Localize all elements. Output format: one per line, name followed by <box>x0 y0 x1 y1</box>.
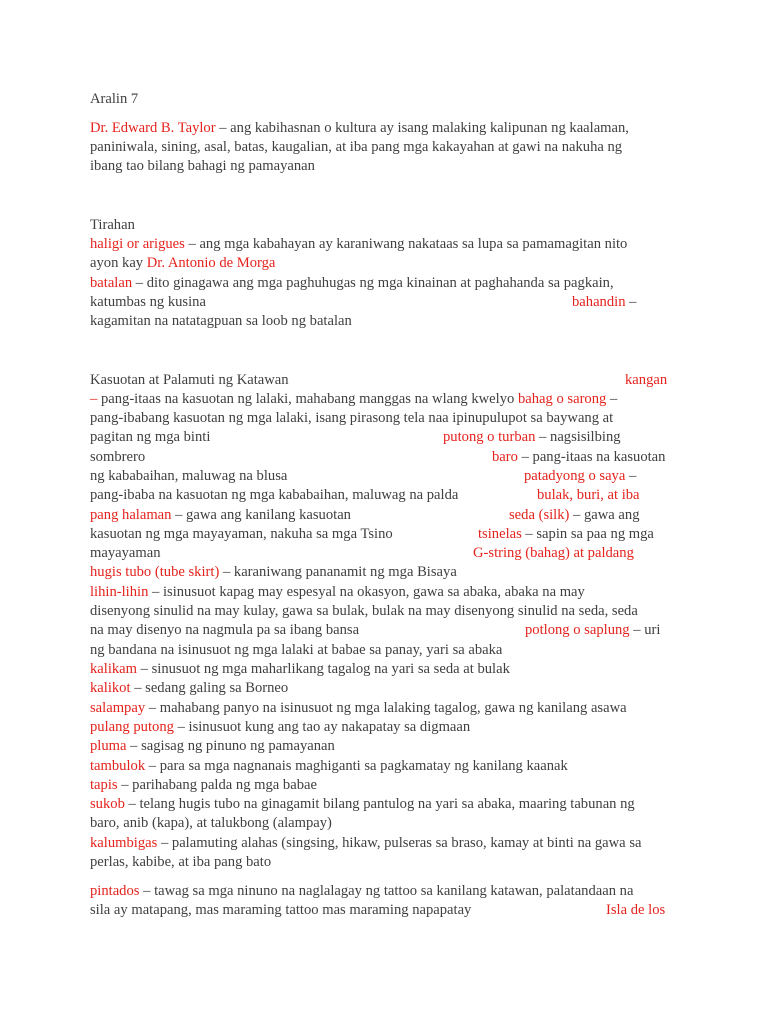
term: putong o turban <box>443 429 536 445</box>
text-line-right <box>537 486 640 505</box>
term: kalikot <box>90 680 131 696</box>
term: kalumbigas <box>90 835 158 851</box>
term: sukob <box>90 796 125 812</box>
text-run: Tirahan <box>90 217 135 233</box>
term: lihin-lihin <box>90 584 149 600</box>
term: bahag o sarong <box>517 391 607 407</box>
text-line <box>90 679 680 698</box>
text-run: Aralin 7 <box>90 91 139 107</box>
text-line <box>90 254 680 273</box>
text-run: pagitan ng mga binti <box>90 429 211 445</box>
text-line-right <box>492 448 665 467</box>
text-line <box>90 882 680 901</box>
text-line-right <box>478 525 654 544</box>
text-line <box>90 853 680 872</box>
text-run: ng bandana na isinusuot ng mga lalaki at babae sa panay, yari sa abaka <box>90 642 503 658</box>
term: bahandin <box>572 294 626 310</box>
term: G-string (bahag) at paldang <box>473 545 634 561</box>
text-run: – sagisag ng pinuno ng pamayanan <box>126 738 335 754</box>
text-line <box>90 737 680 756</box>
text-run: – para sa mga nagnanais maghiganti sa pagkamatay ng kanilang kaanak <box>145 758 568 774</box>
term: tsinelas <box>478 526 522 542</box>
text-line <box>90 901 680 920</box>
term: potlong o saplung <box>525 622 630 638</box>
text-line <box>90 814 680 833</box>
term: seda (silk) <box>509 507 570 523</box>
term: kalikam <box>90 661 138 677</box>
text-run: ayon kay <box>90 255 147 271</box>
term: salampay <box>90 700 146 716</box>
text-run: kasuotan ng mga mayayaman, nakuha sa mga Tsino <box>90 526 393 542</box>
text-run: – isinusuot kung ang tao ay nakapatay sa digmaan <box>173 719 471 735</box>
text-run: – ang kabihasnan o kultura ay isang malaking kalipunan ng kaalaman, <box>215 120 629 136</box>
text-line <box>90 834 680 853</box>
text-line <box>90 371 680 390</box>
term: tapis <box>90 777 118 793</box>
text-run: katumbas ng kusina <box>90 294 206 310</box>
text-line <box>90 602 680 621</box>
text-run: – tawag sa mga ninuno na naglalagay ng tattoo sa kanilang katawan, palatandaan na <box>139 883 634 899</box>
text-line-right <box>625 371 667 390</box>
text-run: – sedang galing sa Borneo <box>130 680 289 696</box>
term: batalan <box>90 275 133 291</box>
term: pang halaman <box>90 507 172 523</box>
text-line-right <box>572 293 636 312</box>
text-run: kagamitan na natatagpuan sa loob ng batalan <box>90 313 352 329</box>
term: bulak, buri, at iba <box>537 487 640 503</box>
text-line-right <box>473 544 634 563</box>
text-run: pang-itaas na kasuotan ng lalaki, mahabang manggas na wlang kwelyo <box>97 391 518 407</box>
text-line <box>90 216 680 235</box>
text-line <box>90 138 680 157</box>
term: patadyong o saya <box>524 468 626 484</box>
text-line <box>90 409 680 428</box>
text-line <box>90 312 680 331</box>
term: tambulok <box>90 758 146 774</box>
text-run: – parihabang palda ng mga babae <box>117 777 317 793</box>
text-line <box>90 583 680 602</box>
text-run: disenyong sinulid na may kulay, gawa sa bulak, bulak na may disenyong sinulid na seda, seda <box>90 603 638 619</box>
text-run: perlas, kabibe, at iba pang bato <box>90 854 272 870</box>
term: Isla de los <box>606 902 666 918</box>
text-run: – sinusuot ng mga maharlikang tagalog na yari sa seda at bulak <box>137 661 510 677</box>
text-run: – uri <box>629 622 661 638</box>
text-line <box>90 699 680 718</box>
term: haligi or arigues <box>90 236 185 252</box>
text-run: – <box>625 294 637 310</box>
term: pulang putong <box>90 719 174 735</box>
text-run: – <box>606 391 618 407</box>
term: kangan <box>625 372 668 388</box>
text-run: paniniwala, sining, asal, batas, kaugalian, at iba pang mga kakayahan at gawi na nakuha ng <box>90 139 623 155</box>
text-run: – nagsisilbing <box>535 429 621 445</box>
term: hugis tubo (tube skirt) <box>90 564 220 580</box>
text-run: – isinusuot kapag may espesyal na okasyon, gawa sa abaka, abaka na may <box>148 584 585 600</box>
text-run: – telang hugis tubo na ginagamit bilang pantulog na yari sa abaka, maaring tabunan ng <box>124 796 635 812</box>
text-run: – gawa ang <box>569 507 640 523</box>
term: pintados <box>90 883 140 899</box>
text-line <box>90 718 680 737</box>
text-line-right <box>606 901 665 920</box>
text-run: – palamuting alahas (singsing, hikaw, pulseras sa braso, kamay at binti na gawa sa <box>157 835 642 851</box>
text-run: – mahabang panyo na isinusuot ng mga lalaking tagalog, gawa ng kanilang asawa <box>145 700 627 716</box>
text-run: – <box>625 468 637 484</box>
text-run: pang-ibabang kasuotan ng mga lalaki, isang pirasong tela naa ipinupulupot sa baywang at <box>90 410 614 426</box>
text-run: Kasuotan at Palamuti ng Katawan <box>90 372 289 388</box>
text-run: na may disenyo na nagmula pa sa ibang bansa <box>90 622 360 638</box>
term: Dr. Antonio de Morga <box>146 255 276 271</box>
text-run: – gawa ang kanilang kasuotan <box>171 507 351 523</box>
term: – <box>90 391 98 407</box>
text-run: mayayaman <box>90 545 161 561</box>
text-run: ibang tao bilang bahagi ng pamayanan <box>90 158 315 174</box>
text-line <box>90 235 680 254</box>
text-line <box>90 660 680 679</box>
text-line <box>90 757 680 776</box>
text-run: – karaniwang pananamit ng mga Bisaya <box>219 564 457 580</box>
text-line <box>90 563 680 582</box>
text-run: pang-ibaba na kasuotan ng mga kababaihan, maluwag na palda <box>90 487 459 503</box>
text-line <box>90 776 680 795</box>
text-line <box>90 795 680 814</box>
term: Dr. Edward B. Taylor <box>90 120 216 136</box>
text-run: ng kababaihan, maluwag na blusa <box>90 468 288 484</box>
text-line-right <box>525 621 660 640</box>
text-run: baro, anib (kapa), at talukbong (alampay) <box>90 815 332 831</box>
term: pluma <box>90 738 127 754</box>
text-line <box>90 641 680 660</box>
text-run: sombrero <box>90 449 146 465</box>
text-run: – dito ginagawa ang mga paghuhugas ng mga kinainan at paghahanda sa pagkain, <box>132 275 614 291</box>
text-run: – ang mga kabahayan ay karaniwang nakataas sa lupa sa pamamagitan nito <box>184 236 628 252</box>
term: baro <box>492 449 518 465</box>
text-line-right <box>524 467 636 486</box>
text-line <box>90 274 680 293</box>
page-title <box>90 90 680 109</box>
text-line <box>90 157 680 176</box>
text-line <box>90 119 680 138</box>
text-run: sila ay matapang, mas maraming tattoo mas maraming napapatay <box>90 902 472 918</box>
text-line <box>90 390 680 409</box>
text-run: – pang-itaas na kasuotan <box>517 449 666 465</box>
text-run: – sapin sa paa ng mga <box>521 526 654 542</box>
text-line-right <box>443 428 621 447</box>
text-line-right <box>509 506 640 525</box>
